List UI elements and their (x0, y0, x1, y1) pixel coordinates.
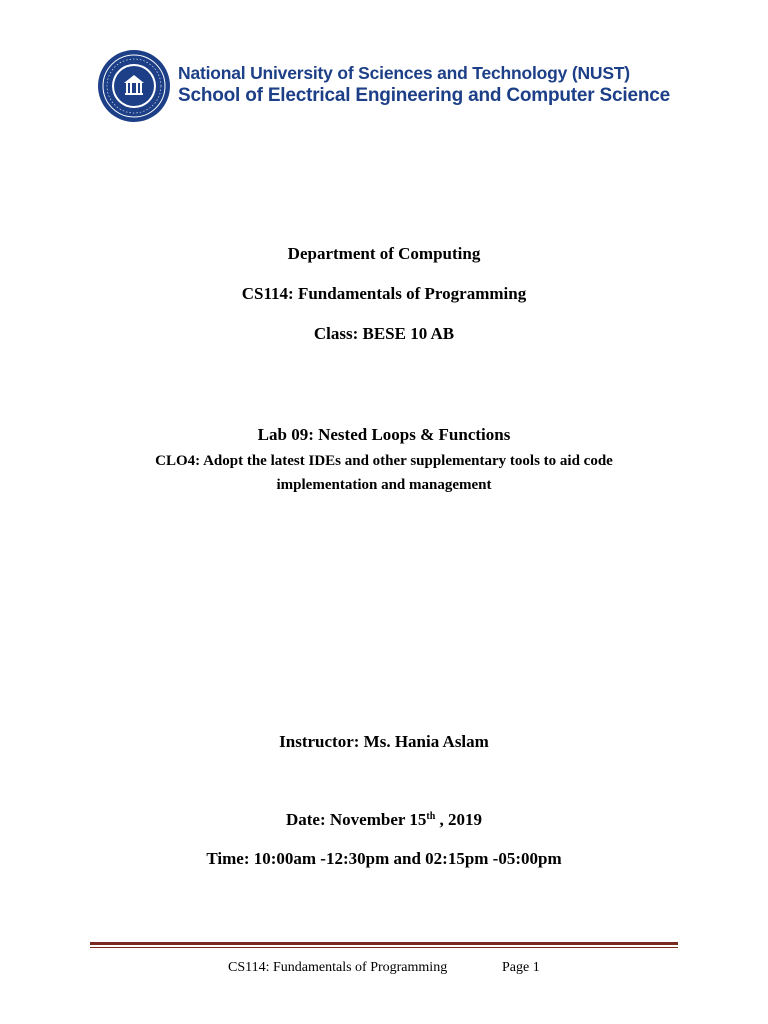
university-seal-icon (97, 49, 171, 123)
footer-rule-thick (90, 942, 678, 945)
date-ordinal: th (426, 811, 436, 822)
footer-course: CS114: Fundamentals of Programming (228, 960, 448, 975)
university-name: National University of Sciences and Technology (NUST) (178, 63, 630, 83)
date (0, 810, 768, 830)
page-footer (228, 960, 540, 976)
letterhead (97, 49, 697, 123)
school-name: School of Electrical Engineering and Computer Science (178, 85, 670, 106)
course-title: CS114: Fundamentals of Programming (241, 284, 527, 303)
time: Time: 10:00am -12:30pm and 02:15pm -05:00pm (206, 849, 562, 868)
page-number: Page 1 (502, 960, 540, 975)
class-title: Class: BESE 10 AB (313, 324, 455, 343)
department-title: Department of Computing (287, 244, 481, 263)
footer-rule-thin (90, 947, 678, 948)
clo-line-1: CLO4: Adopt the latest IDEs and other supplementary tools to aid code (155, 453, 613, 469)
date-suffix: , 2019 (435, 810, 483, 829)
date-prefix: Date: November 15 (285, 810, 427, 829)
lab-title: Lab 09: Nested Loops & Functions (257, 425, 511, 444)
clo-line-2: implementation and management (276, 477, 492, 493)
instructor: Instructor: Ms. Hania Aslam (279, 732, 489, 751)
